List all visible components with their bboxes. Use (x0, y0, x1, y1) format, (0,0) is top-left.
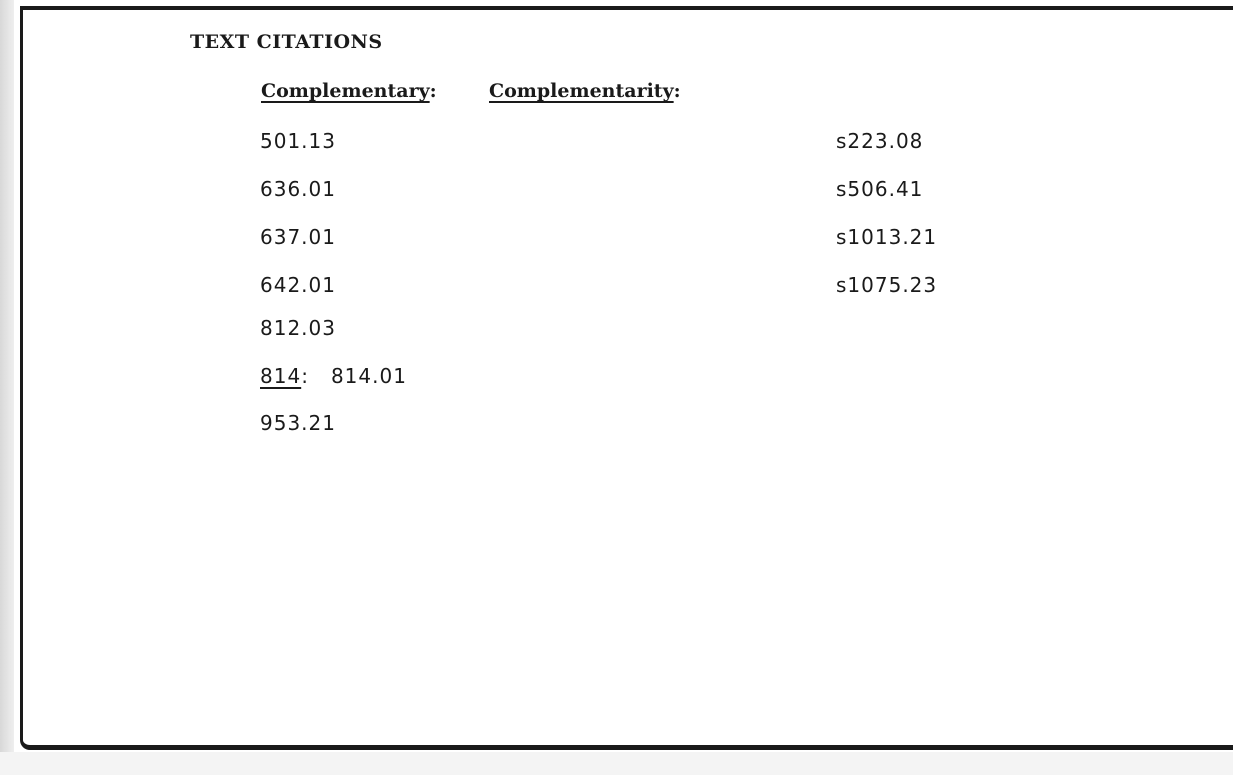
subheading-colon: : (429, 80, 437, 102)
scan-bottom-shade (0, 752, 1233, 775)
citation-left-4: 642.01 (260, 273, 336, 297)
citation-right-2: s506.41 (836, 177, 924, 201)
scan-left-edge (0, 0, 14, 775)
citation-left-1: 501.13 (260, 129, 336, 153)
subheading-complementarity-label: Complementarity (489, 80, 674, 102)
citation-right-3: s1013.21 (836, 225, 938, 249)
subheading-complementary (261, 80, 437, 102)
citation-left-3: 637.01 (260, 225, 336, 249)
citation-left-last: 953.21 (260, 411, 336, 435)
citation-left-2: 636.01 (260, 177, 336, 201)
subheading-complementarity (489, 80, 681, 102)
card-heading: TEXT CITATIONS (190, 31, 383, 53)
section-value: 814.01 (330, 364, 407, 388)
section-label: 814 (260, 364, 302, 388)
subheading-complementary-label: Complementary (261, 80, 430, 102)
citation-left-5: 812.03 (260, 316, 336, 340)
section-separator: : (301, 364, 309, 388)
citation-right-4: s1075.23 (836, 273, 938, 297)
citation-right-1: s223.08 (836, 129, 924, 153)
citation-section-814 (260, 364, 407, 388)
subheading-colon: : (673, 80, 681, 102)
index-card (20, 6, 1233, 750)
